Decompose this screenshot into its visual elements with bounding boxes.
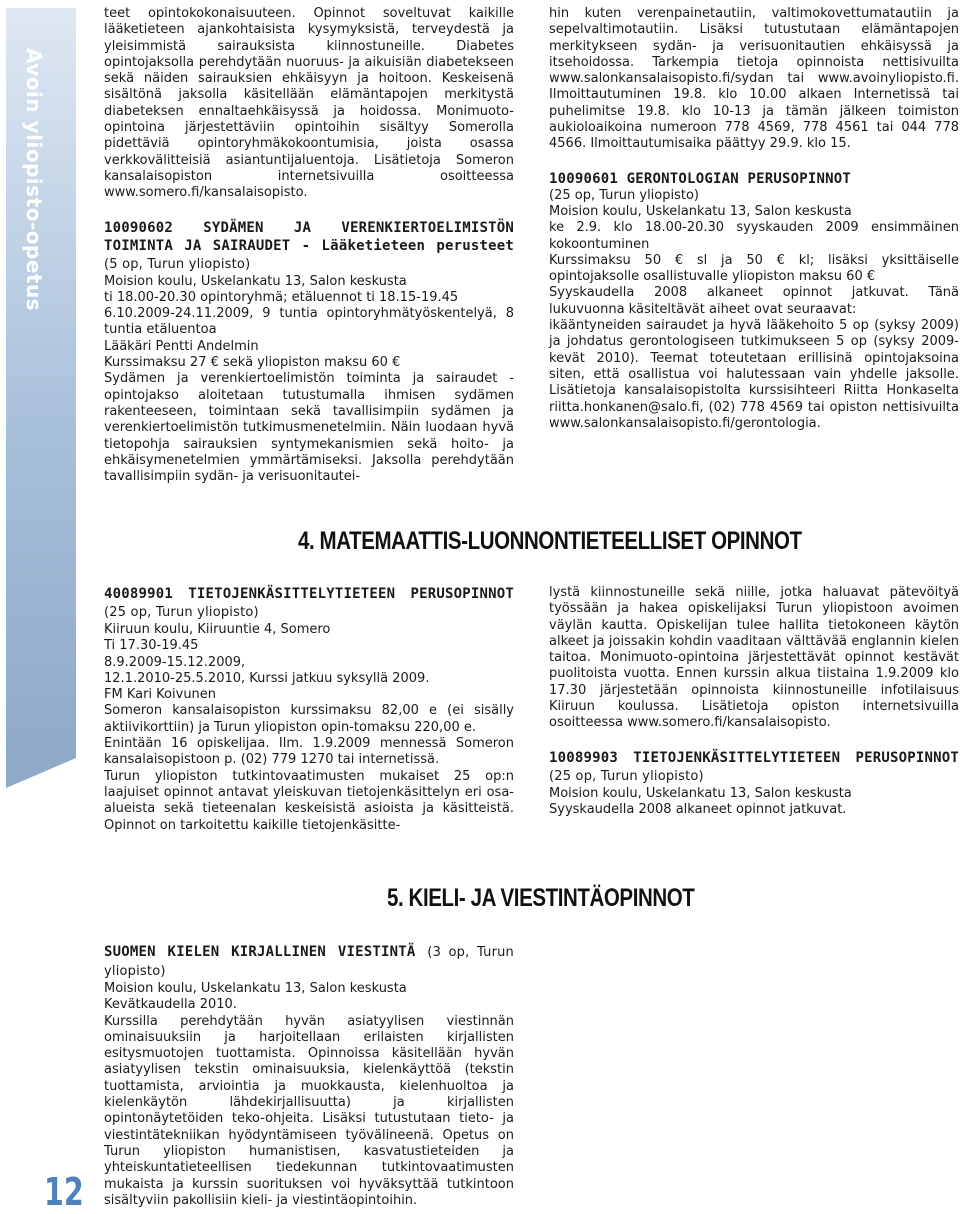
course-10090601-fee: Kurssimaksu 50 € sl ja 50 € kl; lisäksi yksittäiselle opintojaksolle osallistuvalle yliopiston maksu 60 €: [549, 252, 959, 285]
course-10089903-location: Moision koulu, Uskelankatu 13, Salon keskusta: [549, 785, 852, 801]
course-10090601-topics-intro: Syyskaudella 2008 alkaneet opinnot jatkuvat. Tänä lukuvuonna käsiteltävät aiheet ovat seuraavat:: [549, 285, 959, 317]
course-10090602-time: ti 18.00-20.30 opintoryhmä; etäluennot ti 18.15-19.45: [104, 289, 459, 305]
course-40089901-teacher: FM Kari Koivunen: [104, 687, 217, 703]
course-suomi-term: Kevätkaudella 2010.: [104, 997, 237, 1013]
course-40089901-description: Turun yliopiston tutkintovaatimusten mukaiset 25 op:n laajuiset opinnot antavat yleiskuvan tietojenkäsittelyn eri osa-alueista sekä tieteenalan keskeisistä asioista ja käsitteistä. Opinnot on tarkoitettu kaikille tietojenkäsitte-: [104, 768, 514, 833]
course-40089901-time: Ti 17.30-19.45: [104, 638, 199, 654]
course-suomi-heading: SUOMEN KIELEN KIRJALLINEN VIESTINTÄ (3 op, Turun yliopisto): [104, 944, 514, 979]
course-10090601-time: ke 2.9. klo 18.00-20.30 syyskauden 2009 ensimmäinen kokoontuminen: [549, 220, 959, 252]
course-suomi-location: Moision koulu, Uskelankatu 13, Salon keskusta: [104, 981, 407, 996]
course-10090601-credits: (25 op, Turun yliopisto): [549, 187, 700, 203]
course-10090601-description: ikääntyneiden sairaudet ja hyvä lääkehoito 5 op (syksy 2009) ja johdatus gerontologiseen tutkimukseen 5 op (syksy 2009-kevät 2010). Teemat toteutetaan erillisinä opintojaksoina siten, että osallistua voi halutessaan vain yhdelle jaksolle. Lisätietoja kansalaisopistolta kurssisihteeri Riitta Honkaselta riitta.honkanen@salo.fi, (02) 778 4569 tai opiston nettisivuilta www.salonkansalaisopisto.fi/gerontologia.: [549, 318, 959, 431]
course-10090602-teacher: Lääkäri Pentti Andelmin: [104, 338, 259, 354]
course-40089901-continuation: lystä kiinnostuneille sekä niille, jotka haluavat pätevöityä työssään ja hakea opiskelijaksi Turun yliopistoon avoimen väylän kautta. Opiskelijan tulee hallita tietokoneen käytön alkeet ja joissakin kohdin vaaditaan välttävää englannin kielen taitoa. Monimuoto-opintoina järjestettävät opinnot kestävät puolitoista vuotta. Ennen kurssin alkua tiistaina 1.9.2009 klo 17.30 järjestetään opinnoista kiinnostuneille infotilaisuus Kiiruun koulussa. Lisätietoja opiston internetsivuilla osoitteessa www.somero.fi/kansalaisopisto.: [549, 585, 959, 731]
section4-right-column: [549, 585, 959, 818]
block1-left-column: [104, 6, 514, 485]
continuation-paragraph: hin kuten verenpainetautiin, valtimokovettumatautiin ja sepelvaltimotautiin. Lisäksi tutustutaan elämäntapojen merkitykseen sydän- ja verisuonitautien ehkäisyssä ja itsehoidossa. Tarkempia tietoja opinnoista nettisivuilta www.salonkansalaisopisto.fi/sydan tai www.avoinyliopisto.fi. Ilmoittautuminen 19.8. klo 10.00 alkaen Internetissä tai puhelimitse 19.8. klo 10-13 ja tämän jälkeen toimiston aukioloaikoina numeroon 778 4569, 778 4561 tai 044 778 4566. Ilmoittautumisaika päättyy 29.9. klo 15.: [549, 6, 959, 152]
course-10090602-fee: Kurssimaksu 27 € sekä yliopiston maksu 60 €: [104, 355, 401, 371]
course-40089901-location: Kiiruun koulu, Kiiruuntie 4, Somero: [104, 622, 331, 637]
course-10090602-location: Moision koulu, Uskelankatu 13, Salon keskusta: [104, 273, 407, 289]
intro-paragraph: teet opintokokonaisuuteen. Opinnot soveltuvat kaikille lääketieteen ajankohtaisista kysymyksistä, terveydestä ja yleisimmistä sairauksista kiinnostuneille. Diabetes opintojaksolla perehdytään nuoruus- ja aikuisiän diabetekseen sekä näiden sairauksien ehkäisyyn ja hoitoon. Keskeisenä sisältönä jaksolla käsitellään elämäntapojen merkitystä diabeteksen ennaltaehkäisyssä ja hoidossa. Monimuoto-opintoina järjestettäviin opintoihin sisältyy Somerolla pidettäviä opintoryhmäkokoontumisia, joista osassa verkkovälitteisiä asiantuntijaluentoja. Lisätietoja Someron kansalaisopiston internetsivuilla osoitteessa www.somero.fi/kansalaisopisto.: [104, 6, 514, 201]
course-10090602-dates: 6.10.2009-24.11.2009, 9 tuntia opintoryhmätyöskentelyä, 8 tuntia etäluentoa: [104, 306, 514, 338]
course-10089903-status: Syyskaudella 2008 alkaneet opinnot jatkuvat.: [549, 801, 847, 817]
sidebar-band: [6, 8, 76, 758]
course-suomi-description: Kurssilla perehdytään hyvän asiatyylisen viestinnän ominaisuuksiin ja harjoitellaan erilaisten kirjallisten esitysmuotojen tuottamista. Opinnoissa käsitellään hyvän asiatyylisen tekstin ominaisuuksia, kielenkäyttöä (tekstin tuottamista, arviointia ja muokkausta, kielenhuoltoa ja kielenkäytön lähdekirjallisuutta) ja kirjallisten opintonäytetöiden teko-ohjeita. Lisäksi tutustutaan tieto- ja viestintätekniikan hyödyntämiseen työvälineenä. Opetus on Turun yliopiston humanistisen, kasvatustieteiden ja yhteiskuntatieteellisen tiedekunnan tutkintovaatimusten mukaista ja kurssin suorituksen voi hyväksyttää tutkintoon sisältyviin pakollisiin kieli- ja viestintäopintoihin.: [104, 1013, 514, 1208]
course-10090602-heading: 10090602 SYDÄMEN JA VERENKIERTOELIMISTÖN TOIMINTA JA SAIRAUDET - Lääketieteen perusteet (5 op, Turun yliopisto): [104, 219, 514, 272]
section5-left-column: [104, 943, 514, 1209]
section-4-title: 4. MATEMAATTIS-LUONNONTIETEELLISET OPINNOT: [298, 527, 802, 555]
section4-left-column: [104, 585, 514, 834]
course-10090601-location: Moision koulu, Uskelankatu 13, Salon keskusta: [549, 203, 852, 219]
course-40089901-fee: Someron kansalaisopiston kurssimaksu 82,00 e (ei sisälly aktiivikorttiin) ja Turun yliopiston opin-tomaksu 220,00 e.: [104, 703, 514, 735]
section-5-title: 5. KIELI- JA VIESTINTÄOPINNOT: [387, 884, 695, 912]
page-number: 12: [44, 1170, 84, 1214]
course-10090601-heading: 10090601 GERONTOLOGIAN PERUSOPINNOT: [549, 170, 852, 187]
course-10089903-heading: 10089903 TIETOJENKÄSITTELYTIETEEN PERUSOPINNOT (25 op, Turun yliopisto): [549, 749, 959, 784]
course-40089901-heading: 40089901 TIETOJENKÄSITTELYTIETEEN PERUSOPINNOT (25 op, Turun yliopisto): [104, 586, 514, 620]
course-40089901-dates-spring: 12.1.2010-25.5.2010, Kurssi jatkuu syksyllä 2009.: [104, 670, 430, 686]
block1-right-column: [549, 6, 959, 432]
course-40089901-dates-autumn: 8.9.2009-15.12.2009,: [104, 654, 246, 670]
course-40089901-enrolment: Enintään 16 opiskelijaa. Ilm. 1.9.2009 mennessä Someron kansalaisopistoon p. (02) 779 1270 tai internetissä.: [104, 736, 514, 768]
course-10090602-description: Sydämen ja verenkiertoelimistön toiminta ja sairaudet -opintojakso aloitetaan tutustumalla ihmisen sydämen rakenteeseen, toimintaan sekä tavallisimpiin sydämen ja verenkiertoelimistön tutkimusmenetelmiin. Näin luodaan hyvä tietopohja sairauksien syntymekanismien sekä hoito- ja ehkäisymenetelmien ymmärtämiseksi. Jaksolla perehdytään tavallisimpiin sydän- ja verisuonitautei-: [104, 371, 514, 485]
sidebar-label: Avoin yliopisto-opetus: [22, 48, 46, 312]
